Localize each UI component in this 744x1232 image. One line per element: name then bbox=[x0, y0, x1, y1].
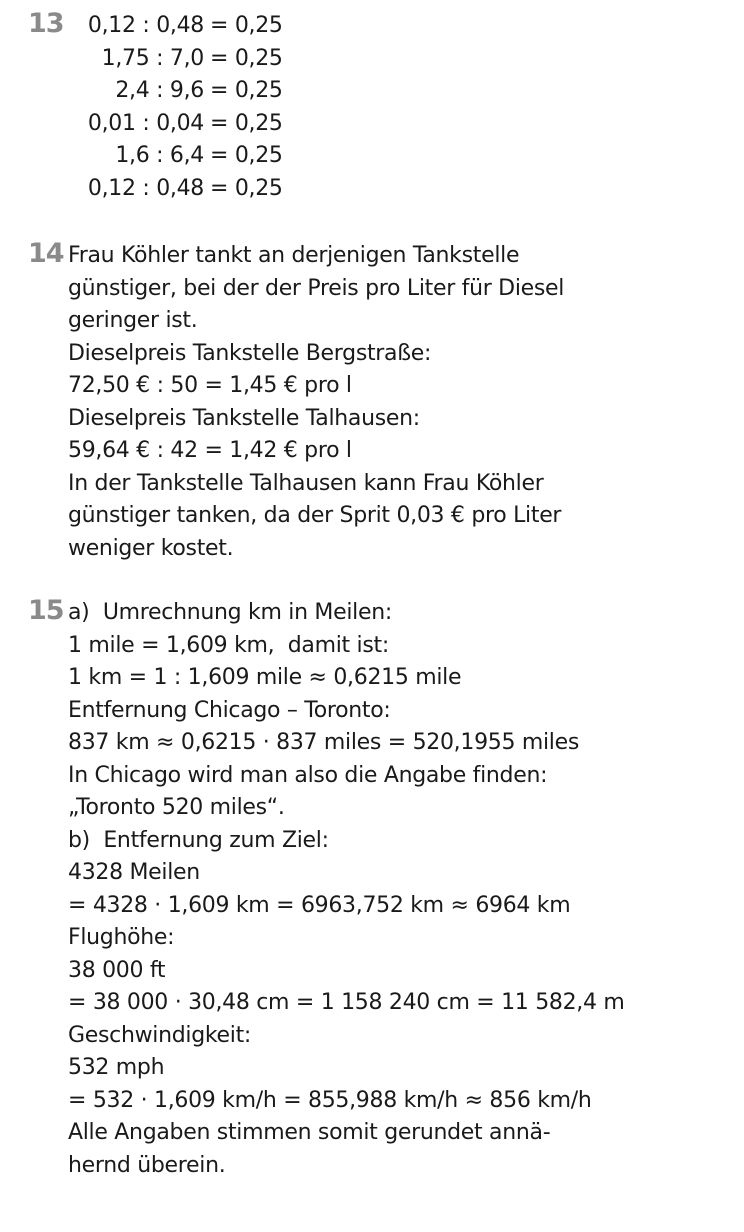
text-line: „Toronto 520 miles“. bbox=[68, 795, 285, 820]
text-line: Entfernung Chicago – Toronto: bbox=[68, 697, 391, 723]
equation-row bbox=[68, 108, 283, 141]
text-line: geringer ist. bbox=[68, 308, 198, 333]
text-line: Alle Angaben stimmen somit gerundet annä- bbox=[68, 1120, 551, 1145]
equation-left: 0,12 : 0,48 bbox=[87, 175, 204, 201]
equation-right: = 0,25 bbox=[210, 110, 283, 136]
equation-right: = 0,25 bbox=[210, 78, 283, 103]
text-line: günstiger, bei der der Preis pro Liter für Diesel bbox=[68, 275, 565, 301]
text-line: Dieselpreis Tankstelle Bergstraße: bbox=[68, 340, 432, 366]
equation-right: = 0,25 bbox=[210, 143, 283, 168]
equation-row bbox=[68, 10, 283, 43]
equation-left: 2,4 : 9,6 bbox=[115, 78, 204, 103]
text-line: b) Entfernung zum Ziel: bbox=[68, 827, 329, 853]
text-line: weniger kostet. bbox=[68, 535, 234, 561]
exercise-14-text bbox=[68, 240, 564, 565]
equation-row bbox=[68, 43, 283, 76]
equation-right: = 0,25 bbox=[210, 45, 283, 71]
text-line: = 38 000 · 30,48 cm = 1 158 240 cm = 11 582,4 m bbox=[68, 990, 625, 1015]
text-line: = 4328 · 1,609 km = 6963,752 km ≈ 6964 km bbox=[68, 892, 571, 918]
text-line: a) Umrechnung km in Meilen: bbox=[68, 600, 392, 625]
equation-row bbox=[68, 140, 283, 173]
text-line: 4328 Meilen bbox=[68, 860, 200, 885]
text-line: Dieselpreis Tankstelle Talhausen: bbox=[68, 405, 420, 431]
text-line: Frau Köhler tankt an derjenigen Tankstelle bbox=[68, 243, 520, 268]
text-line: 532 mph bbox=[68, 1055, 165, 1080]
text-line: 1 km = 1 : 1,609 mile ≈ 0,6215 mile bbox=[68, 665, 462, 690]
text-line: 72,50 € : 50 = 1,45 € pro l bbox=[68, 373, 352, 398]
text-line: In der Tankstelle Talhausen kann Frau Köhler bbox=[68, 470, 544, 496]
text-line: Flughöhe: bbox=[68, 925, 175, 950]
exercise-number: 13 bbox=[28, 8, 64, 39]
text-line: hernd überein. bbox=[68, 1152, 226, 1178]
exercise-number: 14 bbox=[28, 238, 64, 269]
exercise-15-text bbox=[68, 597, 625, 1182]
exercise-number: 15 bbox=[28, 595, 64, 626]
equation-right: = 0,25 bbox=[210, 13, 283, 38]
equation-right: = 0,25 bbox=[210, 175, 283, 201]
equation-row bbox=[68, 173, 283, 206]
equation-row bbox=[68, 75, 283, 108]
text-line: 38 000 ft bbox=[68, 957, 166, 983]
exercise-13-equations bbox=[68, 10, 283, 205]
text-line: = 532 · 1,609 km/h = 855,988 km/h ≈ 856 km/h bbox=[68, 1087, 592, 1113]
text-line: In Chicago wird man also die Angabe finden: bbox=[68, 762, 548, 788]
equation-left: 0,01 : 0,04 bbox=[87, 110, 204, 136]
text-line: Geschwindigkeit: bbox=[68, 1022, 252, 1048]
equation-left: 1,75 : 7,0 bbox=[101, 45, 204, 71]
equation-left: 0,12 : 0,48 bbox=[87, 13, 204, 38]
equation-left: 1,6 : 6,4 bbox=[115, 143, 204, 168]
text-line: günstiger tanken, da der Sprit 0,03 € pro Liter bbox=[68, 503, 562, 528]
text-line: 837 km ≈ 0,6215 · 837 miles = 520,1955 miles bbox=[68, 730, 580, 755]
text-line: 59,64 € : 42 = 1,42 € pro l bbox=[68, 438, 352, 463]
text-line: 1 mile = 1,609 km, damit ist: bbox=[68, 632, 389, 658]
